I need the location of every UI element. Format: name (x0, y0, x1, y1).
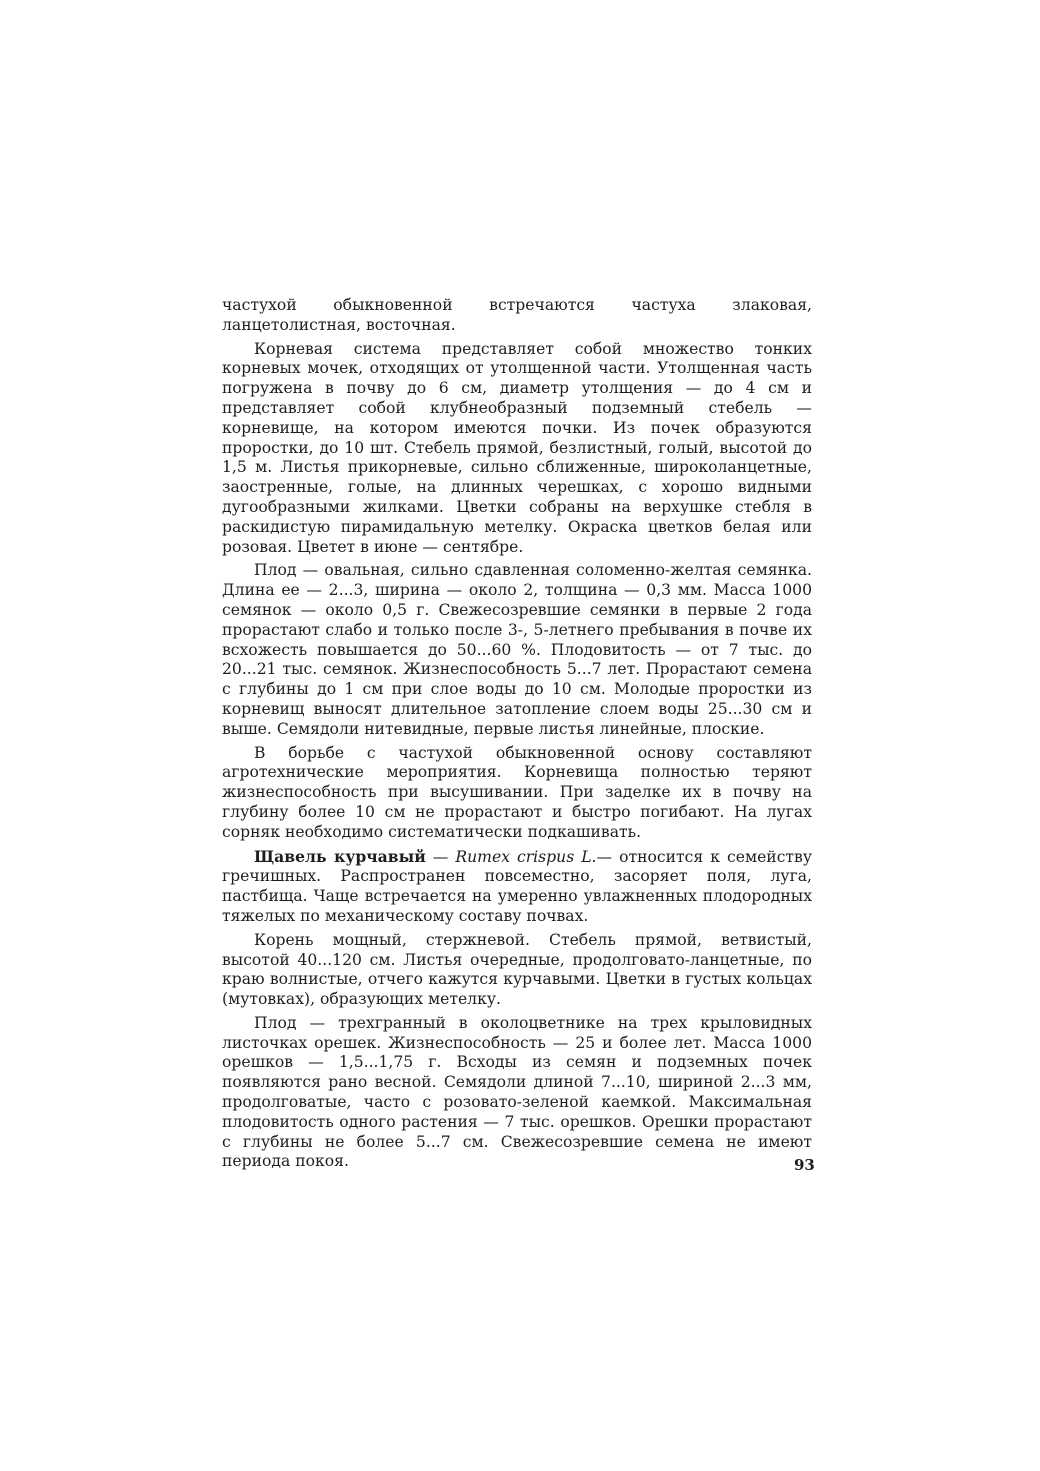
paragraph-rumex-morphology: Корень мощный, стержневой. Стебель прямой, ветвистый, высотой 40...120 см. Листья очередные, продолговато-ланцетные, по краю волнистые, отчего кажутся курчавыми. Цветки в густых кольцах (мутовках), образующих метелку. (222, 930, 812, 1009)
species-latin-name: Rumex crispus L. (455, 847, 597, 866)
species-description: — относится к семейству гречишных. Распространен повсеместно, засоряет поля, луга, пастбища. Чаще встречается на умеренно увлажненных плодородных тяжелых по механическому составу почвах. (222, 847, 813, 925)
page-number: 93 (794, 1156, 815, 1174)
paragraph-continuation: частухой обыкновенной встречаются частуха злаковая, ланцетолистная, восточная. (222, 296, 812, 334)
species-term: Щавель курчавый (254, 846, 426, 866)
paragraph-rumex-intro (222, 847, 812, 927)
paragraph-control: В борьбе с частухой обыкновенной основу составляют агротехнические мероприятия. Корневища полностью теряют жизнеспособность при высушивании. При заделке их в почву на глубину более 10 см не прорастают и быстро погибают. На лугах сорняк необходимо систематически подкашивать. (222, 743, 812, 841)
page-body-text (222, 296, 812, 1176)
paragraph-root-system: Корневая система представляет собой множество тонких корневых мочек, отходящих от утолщенной части. Утолщенная часть погружена в почву до 6 см, диаметр утолщения — до 4 см и представляет собой клубнеобразный подземный стебель — корневище, на котором имеются почки. Из почек образуются проростки, до 10 шт. Стебель прямой, безлистный, голый, высотой до 1,5 м. Листья прикорневые, сильно сближенные, широколанцетные, заостренные, голые, на длинных черешках, с хорошо видными дугообразными жилками. Цветки собраны на верхушке стебля в раскидистую пирамидальную метелку. Окраска цветков белая или розовая. Цветет в июне — сентябре. (222, 339, 812, 556)
paragraph-fruit: Плод — овальная, сильно сдавленная соломенно-желтая семянка. Длина ее — 2...3, ширина — около 2, толщина — 0,3 мм. Масса 1000 семянок — около 0,5 г. Свежесозревшие семянки в первые 2 года прорастают слабо и только после 3-, 5-летнего пребывания в почве их всхожесть повышается до 50...60 %. Плодовитость — от 7 тыс. до 20...21 тыс. семянок. Жизнеспособность 5...7 лет. Прорастают семена с глубины до 1 см при слое воды до 10 см. Молодые проростки из корневищ выносят длительное затопление слоем воды 25...30 см и выше. Семядоли нитевидные, первые листья линейные, плоские. (222, 561, 812, 738)
species-dash: — (425, 847, 456, 866)
paragraph-rumex-fruit: Плод — трехгранный в околоцветнике на трех крыловидных листочках орешек. Жизнеспособность — 25 и более лет. Масса 1000 орешков — 1,5...1,75 г. Всходы из семян и подземных почек появляются рано весной. Семядоли длиной 7...10, шириной 2...3 мм, продолговатые, часто с розовато-зеленой каемкой. Максимальная плодовитость одного растения — 7 тыс. орешков. Орешки прорастают с глубины не более 5...7 см. Свежесозревшие семена не имеют периода покоя. (222, 1013, 812, 1171)
